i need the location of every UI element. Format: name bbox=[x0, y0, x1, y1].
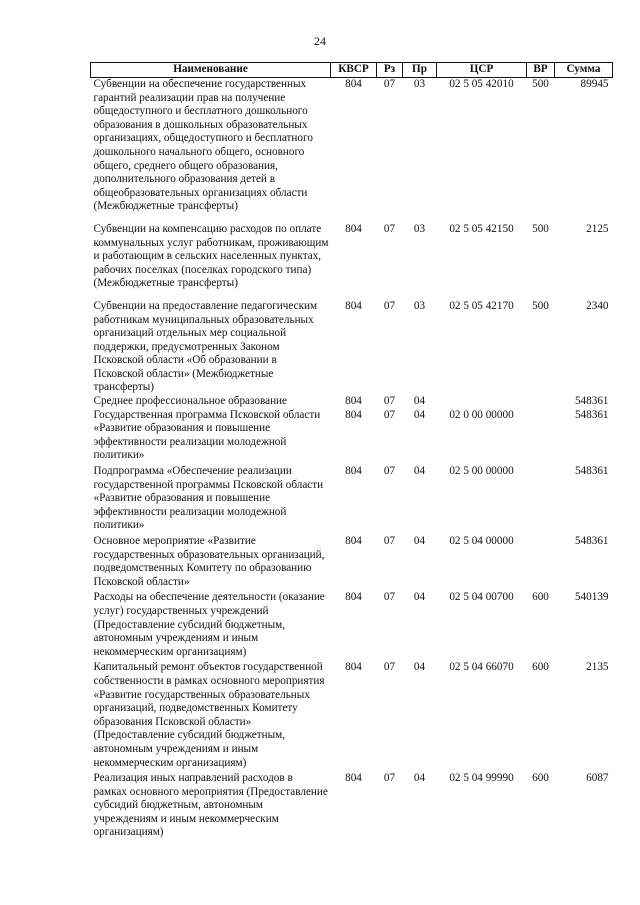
cell-kvsr: 804 bbox=[345, 535, 362, 547]
header-kvsr: КВСР bbox=[331, 63, 377, 78]
cell-name: Субвенции на обеспечение государственных гарантий реализации прав на получение общедоступного и бесплатного дошкольного образования в дошкольных образовательных организациях, общедоступного и бесплатного дошкольного начального общего, основного общего, среднего общего образования, дополнительного образования детей в общеобразовательных организациях области (Межбюджетные трансферты) bbox=[93, 78, 313, 213]
cell-vr: 500 bbox=[532, 299, 549, 312]
cell-name: Субвенции на предоставление педагогическим работникам муниципальных образовательных организаций отдельных мер социальной поддержки, предусмотренных Законом Псковской области «Об образовании в Псковской области» (Межбюджетные трансферты) bbox=[93, 299, 318, 394]
table-body bbox=[91, 78, 613, 841]
cell-rz: 07 bbox=[383, 772, 396, 785]
header-rz: Рз bbox=[377, 63, 403, 78]
cell-rz: 07 bbox=[383, 535, 396, 547]
cell-vr: 500 bbox=[532, 222, 549, 235]
cell-pr: 04 bbox=[413, 408, 426, 421]
header-csr: ЦСР bbox=[437, 63, 527, 78]
table-row bbox=[91, 395, 613, 409]
table-row bbox=[91, 770, 613, 840]
cell-vr: 600 bbox=[532, 591, 549, 604]
cell-pr: 04 bbox=[413, 395, 426, 408]
table-row bbox=[91, 78, 613, 214]
cell-vr bbox=[527, 463, 555, 533]
header-pr: Пр bbox=[403, 63, 437, 78]
cell-kvsr: 804 bbox=[345, 465, 362, 478]
cell-rz: 07 bbox=[383, 465, 396, 478]
table-row bbox=[91, 214, 613, 291]
cell-pr: 04 bbox=[413, 535, 426, 547]
cell-name: Реализация иных направлений расходов в рамках основного мероприятия (Предоставление субсидий бюджетным, автономным учреждениям и иным некоммерческим организациям) bbox=[93, 772, 328, 839]
cell-pr: 04 bbox=[413, 772, 426, 785]
table-row bbox=[91, 659, 613, 770]
cell-pr: 03 bbox=[413, 222, 426, 235]
cell-csr: 02 5 00 00000 bbox=[449, 465, 514, 478]
cell-csr: 02 5 05 42170 bbox=[449, 299, 514, 312]
cell-name: Субвенции на компенсацию расходов по оплате коммунальных услуг работникам, проживающим и работающим в сельских населенных пунктах, рабочих поселках (поселках городского типа) (Межбюджетные трансферты) bbox=[93, 222, 329, 290]
cell-csr: 02 5 04 00700 bbox=[449, 591, 514, 604]
cell-csr: 02 5 05 42150 bbox=[449, 222, 514, 235]
cell-rz: 07 bbox=[383, 299, 396, 312]
cell-rz: 07 bbox=[383, 78, 396, 90]
cell-name: Среднее профессиональное образование bbox=[93, 395, 288, 408]
page-number: 24 bbox=[314, 34, 326, 48]
cell-rz: 07 bbox=[383, 222, 396, 235]
header-name: Наименование bbox=[91, 63, 331, 78]
cell-vr: 600 bbox=[532, 661, 549, 674]
cell-kvsr: 804 bbox=[345, 408, 362, 421]
cell-sum: 2125 bbox=[586, 222, 609, 235]
cell-name: Государственная программа Псковской области «Развитие образования и повышение эффективности реализации молодежной политики» bbox=[93, 408, 321, 462]
cell-pr: 04 bbox=[413, 661, 426, 674]
cell-rz: 07 bbox=[383, 591, 396, 604]
table-row bbox=[91, 533, 613, 589]
header-sum: Сумма bbox=[555, 63, 613, 78]
cell-pr: 03 bbox=[413, 299, 426, 312]
cell-sum: 2135 bbox=[586, 661, 609, 674]
table-row bbox=[91, 463, 613, 533]
cell-csr: 02 5 05 42010 bbox=[449, 78, 514, 90]
budget-table bbox=[90, 62, 613, 840]
cell-pr: 03 bbox=[413, 78, 426, 90]
cell-sum: 548361 bbox=[574, 395, 609, 408]
budget-table-container bbox=[90, 62, 612, 840]
cell-kvsr: 804 bbox=[345, 78, 362, 90]
cell-name: Расходы на обеспечение деятельности (оказание услуг) государственных учреждений (Предоставление субсидий бюджетным, автономным учреждениям и иным некоммерческим организациям) bbox=[93, 591, 325, 658]
cell-vr: 600 bbox=[532, 772, 549, 785]
cell-name: Капитальный ремонт объектов государственной собственности в рамках основного мероприятия «Развитие государственных образовательных организаций, подведомственных Комитету образования Псковской области» (Предоставление субсидий бюджетным, автономным учреждениям и иным некоммерческим организациям) bbox=[93, 661, 325, 769]
cell-csr bbox=[437, 395, 527, 409]
cell-csr: 02 5 04 99990 bbox=[449, 772, 514, 785]
cell-sum: 89945 bbox=[580, 78, 609, 90]
cell-kvsr: 804 bbox=[345, 661, 362, 674]
header-vr: ВР bbox=[527, 63, 555, 78]
cell-sum: 6087 bbox=[586, 772, 609, 785]
cell-rz: 07 bbox=[383, 661, 396, 674]
cell-sum: 548361 bbox=[574, 408, 609, 421]
cell-vr: 500 bbox=[532, 78, 549, 90]
cell-rz: 07 bbox=[383, 395, 396, 408]
cell-sum: 548361 bbox=[574, 535, 609, 547]
cell-sum: 548361 bbox=[574, 465, 609, 478]
cell-csr: 02 0 00 00000 bbox=[449, 408, 514, 421]
cell-kvsr: 804 bbox=[345, 395, 362, 408]
cell-kvsr: 804 bbox=[345, 591, 362, 604]
cell-csr: 02 5 04 00000 bbox=[449, 535, 514, 547]
table-header bbox=[91, 63, 613, 78]
cell-kvsr: 804 bbox=[345, 772, 362, 785]
cell-vr bbox=[527, 409, 555, 463]
cell-rz: 07 bbox=[383, 408, 396, 421]
cell-name: Подпрограмма «Обеспечение реализации государственной программы Псковской области «Развитие образования и повышение эффективности реализации молодежной политики» bbox=[93, 465, 324, 532]
cell-pr: 04 bbox=[413, 465, 426, 478]
table-row bbox=[91, 589, 613, 659]
cell-name: Основное мероприятие «Развитие государственных образовательных организаций, подведомственных Комитету по образованию Псковской области» bbox=[93, 535, 325, 588]
cell-sum: 540139 bbox=[574, 591, 609, 604]
cell-kvsr: 804 bbox=[345, 222, 362, 235]
header-row bbox=[91, 63, 613, 78]
cell-csr: 02 5 04 66070 bbox=[449, 661, 514, 674]
cell-pr: 04 bbox=[413, 591, 426, 604]
cell-sum: 2340 bbox=[586, 299, 609, 312]
cell-vr bbox=[527, 533, 555, 589]
cell-kvsr: 804 bbox=[345, 299, 362, 312]
cell-vr bbox=[527, 395, 555, 409]
table-row bbox=[91, 409, 613, 463]
table-row bbox=[91, 291, 613, 395]
